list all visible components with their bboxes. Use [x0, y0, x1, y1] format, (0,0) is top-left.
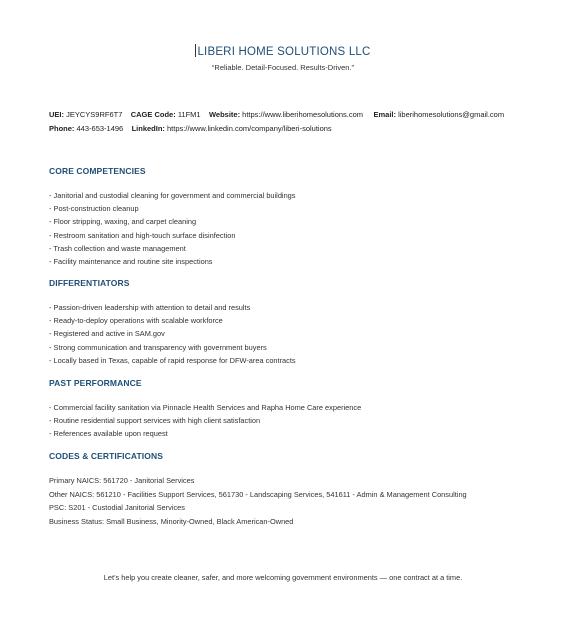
list-item: - Restroom sanitation and high-touch surface disinfection	[49, 230, 236, 240]
other-naics: Other NAICS: 561210 - Facilities Support Services, 561730 - Landscaping Services, 541611 - Admin & Management Consulting	[49, 489, 467, 499]
list-item: - Post-construction cleanup	[49, 204, 139, 214]
list-item: - Trash collection and waste management	[49, 243, 186, 253]
list-item: - Passion-driven leadership with attention to detail and results	[49, 303, 251, 312]
linkedin-link[interactable]: https://www.linkedin.com/company/liberi-solutions	[167, 124, 332, 133]
differentiators-list	[49, 301, 296, 367]
codes-block	[49, 474, 519, 528]
core-competencies-list	[49, 189, 296, 268]
company-title	[0, 44, 566, 58]
psc-code: PSC: S201 - Custodial Janitorial Services	[49, 503, 185, 512]
list-item: - Locally based in Texas, capable of rapid response for DFW-area contracts	[49, 355, 296, 365]
email-link[interactable]: liberihomesolutions@gmail.com	[398, 110, 505, 119]
email-label: Email:	[373, 110, 396, 119]
list-item: - Janitorial and custodial cleaning for government and commercial buildings	[49, 191, 296, 200]
list-item: - Commercial facility sanitation via Pinnacle Health Services and Rapha Home Care experience	[49, 403, 362, 412]
list-item: - Ready-to-deploy operations with scalable workforce	[49, 316, 223, 326]
website-link[interactable]: https://www.liberihomesolutions.com	[242, 110, 364, 119]
past-performance-list	[49, 401, 361, 441]
list-item: - Strong communication and transparency with government buyers	[49, 342, 267, 352]
list-item: - Routine residential support services with high client satisfaction	[49, 416, 261, 426]
business-status: Business Status: Small Business, Minority-Owned, Black American-Owned	[49, 516, 294, 526]
phone-label: Phone:	[49, 124, 75, 133]
contact-block	[49, 108, 529, 136]
differentiators-heading: DIFFERENTIATORS	[49, 278, 130, 288]
phone-value: 443-653-1496	[76, 124, 124, 133]
uei-value: JEYCYS9RF6T7	[66, 110, 123, 119]
list-item: - Floor stripping, waxing, and carpet cleaning	[49, 217, 197, 227]
closing-statement: Let’s help you create cleaner, safer, and more welcoming government environments — one contract at a time.	[103, 573, 463, 582]
cage-label: CAGE Code:	[130, 110, 176, 119]
list-item: - References available upon request	[49, 429, 168, 439]
tagline: “Reliable. Detail-Focused. Results-Driven.”	[211, 63, 355, 72]
uei-label: UEI:	[49, 110, 64, 119]
list-item: - Facility maintenance and routine site inspections	[49, 256, 213, 266]
core-competencies-heading: CORE COMPETENCIES	[49, 166, 146, 176]
company-name: LIBERI HOME SOLUTIONS LLC	[197, 46, 371, 58]
past-performance-heading: PAST PERFORMANCE	[49, 378, 142, 388]
list-item: - Registered and active in SAM.gov	[49, 329, 165, 339]
codes-heading: CODES & CERTIFICATIONS	[49, 451, 163, 461]
primary-naics: Primary NAICS: 561720 - Janitorial Services	[49, 476, 195, 485]
website-label: Website:	[208, 110, 241, 119]
linkedin-label: LinkedIn:	[131, 124, 165, 133]
cage-value: 11FM1	[177, 110, 201, 119]
